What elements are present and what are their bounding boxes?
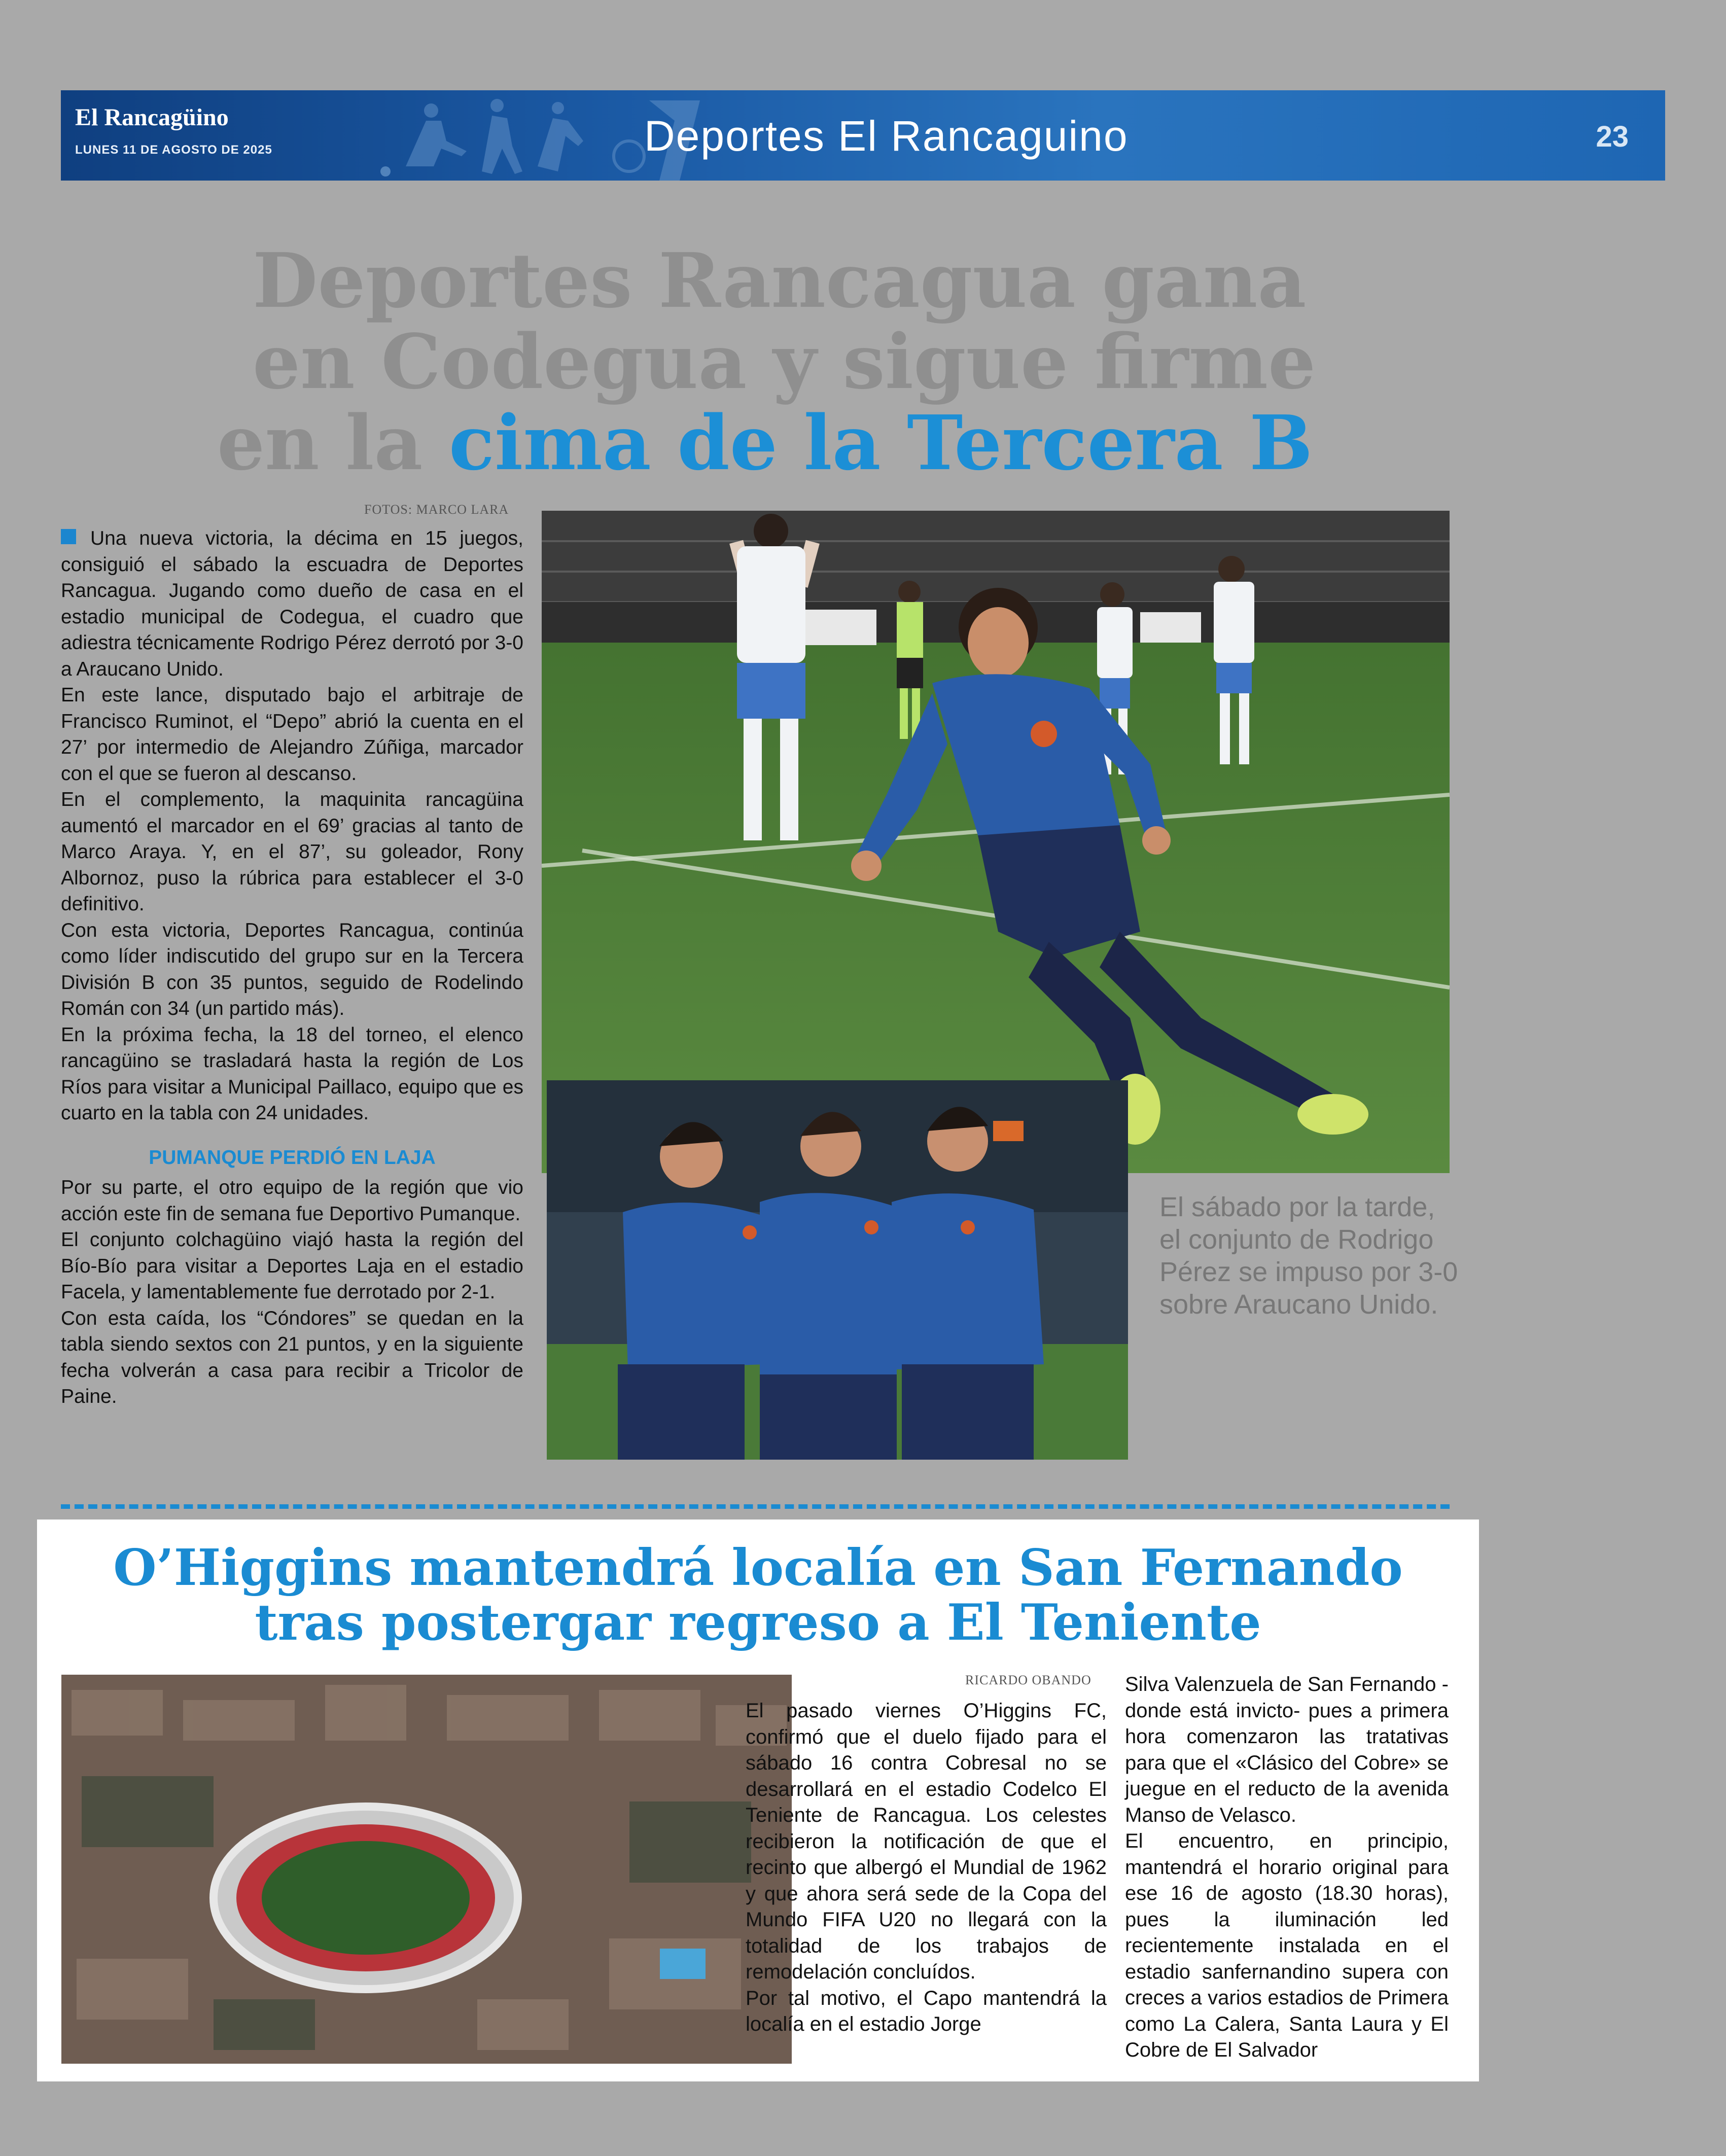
article-paragraph: Silva Valenzuela de San Fernando -donde está invicto- pues a primera hora comenzaron las tratativas para que el «Clásico del Cobre» se juegue en el reducto de la avenida Manso de Velasco.	[1125, 1673, 1449, 1826]
article-body	[61, 525, 523, 1410]
headline-line-1: Deportes Rancagua gana	[253, 236, 1307, 325]
team-players-photo	[547, 1080, 1128, 1460]
section-divider	[61, 1504, 1450, 1509]
article-paragraph: Con esta caída, los “Cóndores” se quedan en la tabla siendo sextos con 21 puntos, y en la siguiente fecha volverán a casa para recibir a Tricolor de Paine.	[61, 1307, 523, 1407]
headline-line-2: en Codegua y sigue firme	[253, 317, 1316, 406]
headline-lead: en la	[217, 399, 423, 487]
secondary-headline-line-1: O’Higgins mantendrá localía en San Fernando	[113, 1539, 1403, 1597]
secondary-article-column-1	[746, 1698, 1107, 2038]
subheading: PUMANQUE PERDIÓ EN LAJA	[149, 1146, 436, 1169]
section-title: Deportes El Rancaguino	[644, 112, 1129, 160]
article-paragraph: Con esta victoria, Deportes Rancagua, continúa como líder indiscutido del grupo sur en la Tercera División B con 35 puntos, seguido de Rodelindo Román con 34 (un partido más).	[61, 919, 523, 1019]
issue-date: LUNES 11 DE AGOSTO DE 2025	[75, 143, 272, 157]
article-paragraph: En la próxima fecha, la 18 del torneo, el elenco rancagüino se trasladará hasta la región de Los Ríos para visitar a Municipal Paillaco, equipo que es cuarto en la tabla con 24 unidades.	[61, 1023, 523, 1124]
secondary-headline-line-2: tras postergar regreso a El Teniente	[255, 1594, 1261, 1652]
article-paragraph: El conjunto colchagüino viajó hasta la región del Bío-Bío para visitar a Deportes Laja en el estadio Facela, y lamentablemente fue derrotado por 2-1.	[61, 1229, 523, 1303]
page-header	[61, 90, 1665, 181]
author-credit: RICARDO OBANDO	[965, 1673, 1091, 1687]
stadium-aerial-photo	[61, 1675, 792, 2064]
square-bullet-icon	[61, 529, 76, 544]
secondary-article-column-2	[1125, 1672, 1449, 2064]
article-paragraph: El encuentro, en principio, mantendrá el horario original para ese 16 de agosto (18.30 horas), pues la iluminación led recientemente instalada en el estadio sanfernandino supera con creces a varios estadios de Primera como La Calera, Santa Laura y El Cobre de El Salvador	[1125, 1830, 1449, 2061]
headline-line-3	[217, 399, 1313, 487]
newspaper-name: El Rancagüino	[75, 104, 229, 131]
article-paragraph: Una nueva victoria, la décima en 15 juegos, consiguió el sábado la escuadra de Deportes Rancagua. Jugando como dueño de casa en el estadio municipal de Codegua, el cuadro que adiestra técnicamente Rodrigo Pérez derrotó por 3-0 a Araucano Unido.	[61, 527, 523, 680]
article-paragraph: Por su parte, el otro equipo de la región que vio acción este fin de semana fue Deportivo Pumanque.	[61, 1177, 523, 1225]
page-number: 23	[1596, 120, 1629, 153]
article-paragraph: En el complemento, la maquinita rancagüina aumentó el marcador en el 69’ gracias al tanto de Marco Araya. Y, en el 87’, su goleador, Rony Albornoz, puso la rúbrica para establecer el 3-0 definitivo.	[61, 789, 523, 915]
headline-accent: cima de la Tercera B	[448, 399, 1313, 487]
photo-credit: FOTOS: MARCO LARA	[364, 502, 509, 517]
photo-caption: El sábado por la tarde, el conjunto de Rodrigo Pérez se impuso por 3-0 sobre Araucano Unido.	[1159, 1192, 1458, 1320]
celebration-photo	[542, 511, 1450, 1173]
article-paragraph: En este lance, disputado bajo el arbitraje de Francisco Ruminot, el “Depo” abrió la cuenta en el 27’ por intermedio de Alejandro Zúñiga, marcador con el que se fueron al descanso.	[61, 684, 523, 785]
article-paragraph: Por tal motivo, el Capo mantendrá la localía en el estadio Jorge	[746, 1987, 1107, 2035]
article-paragraph: El pasado viernes O’Higgins FC, confirmó que el duelo fijado para el sábado 16 contra Cobresal no se desarrollará en el estadio Codelco El Teniente de Rancagua. Los celestes recibieron la notificación de que el recinto que albergó el Mundial de 1962 y que ahora será sede de la Copa del Mundo FIFA U20 no llegará con la totalidad de los trabajos de remodelación concluídos.	[746, 1700, 1107, 1983]
